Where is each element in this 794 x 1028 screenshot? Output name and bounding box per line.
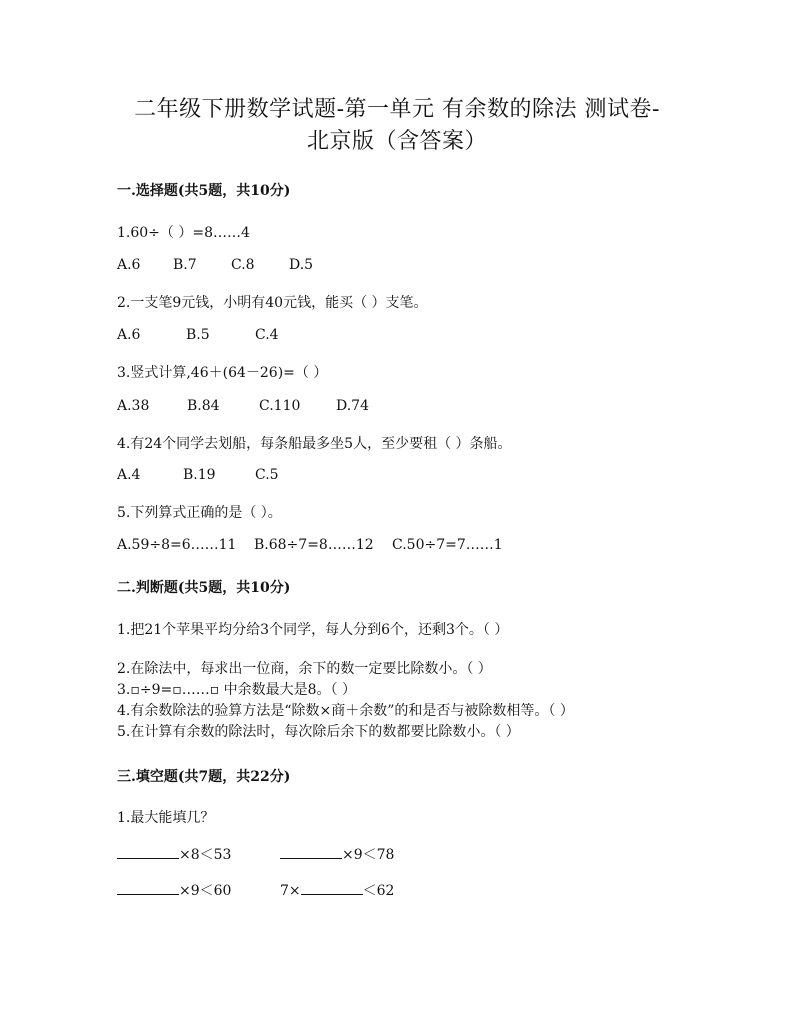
option-a: A.4 [117,467,141,483]
answer-blank[interactable] [301,880,363,895]
section-heading-fill: 三.填空题(共7题，共22分) [117,769,291,785]
fill-item-1 [117,844,231,864]
choice-options-4 [117,467,279,483]
option-a: A.6 [117,257,141,273]
choice-question-3: 3.竖式计算,46＋(64－26)=（ ） [117,365,328,381]
fill-suffix: ×9＜60 [179,883,232,899]
fill-suffix: ＜62 [362,883,395,899]
judge-question-4: 4.有余数除法的验算方法是“除数×商＋余数”的和是否与被除数相等。（ ） [117,703,574,719]
choice-question-2: 2.一支笔9元钱，小明有40元钱，能买（ ）支笔。 [117,295,428,311]
option-d: D.5 [289,257,314,273]
option-a: A.59÷8=6……11 [117,537,237,553]
judge-question-1: 1.把21个苹果平均分给3个同学，每人分到6个，还剩3个。（ ） [117,622,509,638]
fill-item-3 [117,880,231,900]
choice-options-3 [117,398,369,414]
option-b: B.7 [173,257,197,273]
option-d: D.74 [336,398,369,414]
option-c: C.4 [255,327,279,343]
option-a: A.6 [117,327,141,343]
choice-question-1: 1.60÷（ ）=8……4 [117,225,250,241]
choice-options-2 [117,327,279,343]
choice-question-5: 5.下列算式正确的是（ ）。 [117,505,282,521]
section-heading-judge: 二.判断题(共5题，共10分) [117,580,291,596]
choice-options-5 [117,537,503,553]
option-a: A.38 [117,398,150,414]
judge-question-5: 5.在计算有余数的除法时，每次除后余下的数都要比除数小。（ ） [117,724,520,740]
fill-item-2 [280,844,394,864]
choice-options-1 [117,257,313,273]
option-c: C.110 [259,398,301,414]
fill-question-1: 1.最大能填几？ [117,810,215,826]
option-b: B.5 [186,327,210,343]
section-heading-choice: 一.选择题(共5题，共10分) [117,183,291,199]
fill-item-4 [280,880,394,900]
fill-suffix: ×8＜53 [179,847,232,863]
fill-suffix: ×9＜78 [342,847,395,863]
option-c: C.8 [231,257,255,273]
choice-question-4: 4.有24个同学去划船，每条船最多坐5人，至少要租（ ）条船。 [117,436,512,452]
option-b: B.19 [183,467,216,483]
option-b: B.68÷7=8……12 [254,537,374,553]
answer-blank[interactable] [117,844,179,859]
option-c: C.50÷7=7……1 [392,537,503,553]
answer-blank[interactable] [280,844,342,859]
judge-question-2: 2.在除法中，每求出一位商，余下的数一定要比除数小。（ ） [117,661,492,677]
option-b: B.84 [187,398,220,414]
fill-prefix: 7× [280,883,301,899]
answer-blank[interactable] [117,880,179,895]
document-title-line-2: 北京版（含答案） [306,129,487,154]
document-title-line-1: 二年级下册数学试题-第一单元 有余数的除法 测试卷- [134,97,660,122]
option-c: C.5 [255,467,279,483]
judge-question-3: 3.▫÷9=▫……▫ 中余数最大是8。（ ） [117,682,356,698]
